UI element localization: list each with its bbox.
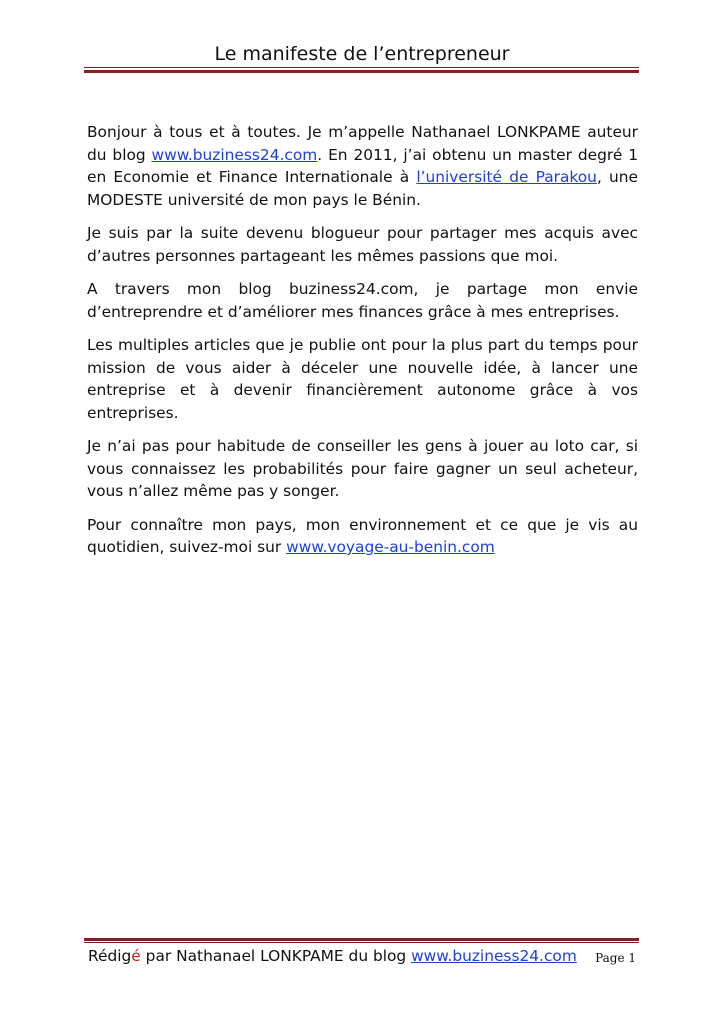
header-rule-thick bbox=[84, 70, 639, 73]
footer-author-text: par Nathanael LONKPAME du blog bbox=[140, 947, 412, 965]
footer-redige-prefix: Rédig bbox=[88, 947, 132, 965]
paragraph-country-text: Pour connaître mon pays, mon environnement et ce que je vis au quotidien, suivez-moi sur bbox=[87, 515, 638, 556]
paragraph-articles: Les multiples articles que je publie ont pour la plus part du temps pour mission de vous aider à déceler une nouvelle idée, à lancer une entreprise et à devenir financièrement autonome grâce à vos entreprises. bbox=[87, 336, 638, 422]
footer-rule-thin bbox=[84, 942, 639, 943]
universite-parakou-link[interactable]: l’université de Parakou bbox=[416, 168, 597, 186]
voyage-au-benin-link[interactable]: www.voyage-au-benin.com bbox=[286, 538, 495, 556]
paragraph-intro bbox=[87, 121, 638, 211]
footer-rule-thick bbox=[84, 938, 639, 941]
page-footer bbox=[88, 944, 638, 970]
header-rule-thin bbox=[84, 67, 639, 68]
paragraph-blogger: Je suis par la suite devenu blogueur pour partager mes acquis avec d’autres personnes partageant les mêmes passions que moi. bbox=[87, 224, 638, 265]
paragraph-intro-text-3: , une MODESTE université de mon pays le Bénin. bbox=[87, 168, 638, 209]
page-header-title: Le manifeste de l’entrepreneur bbox=[214, 43, 510, 65]
buziness24-link[interactable]: www.buziness24.com bbox=[151, 145, 318, 164]
page-number: Page 1 bbox=[595, 951, 636, 965]
paragraph-blog: A travers mon blog buziness24.com, je partage mon envie d’entreprendre et d’améliorer mes finances grâce à mes entreprises. bbox=[87, 280, 638, 321]
footer-buziness24-link[interactable]: www.buziness24.com bbox=[411, 947, 577, 965]
document-body bbox=[87, 121, 638, 570]
footer-redige-accent: é bbox=[131, 947, 141, 965]
paragraph-intro-text-1: Bonjour à tous et à toutes. Je m’appelle Nathanael LONKPAME auteur du blog bbox=[87, 123, 638, 164]
paragraph-loto: Je n’ai pas pour habitude de conseiller les gens à jouer au loto car, si vous connaissez les probabilités pour faire gagner un seul acheteur, vous n’allez même pas y songer. bbox=[87, 437, 638, 500]
paragraph-intro-text-2: . En 2011, j’ai obtenu un master degré 1 en Economie et Finance Internationale à bbox=[87, 145, 638, 186]
paragraph-country bbox=[87, 514, 638, 559]
